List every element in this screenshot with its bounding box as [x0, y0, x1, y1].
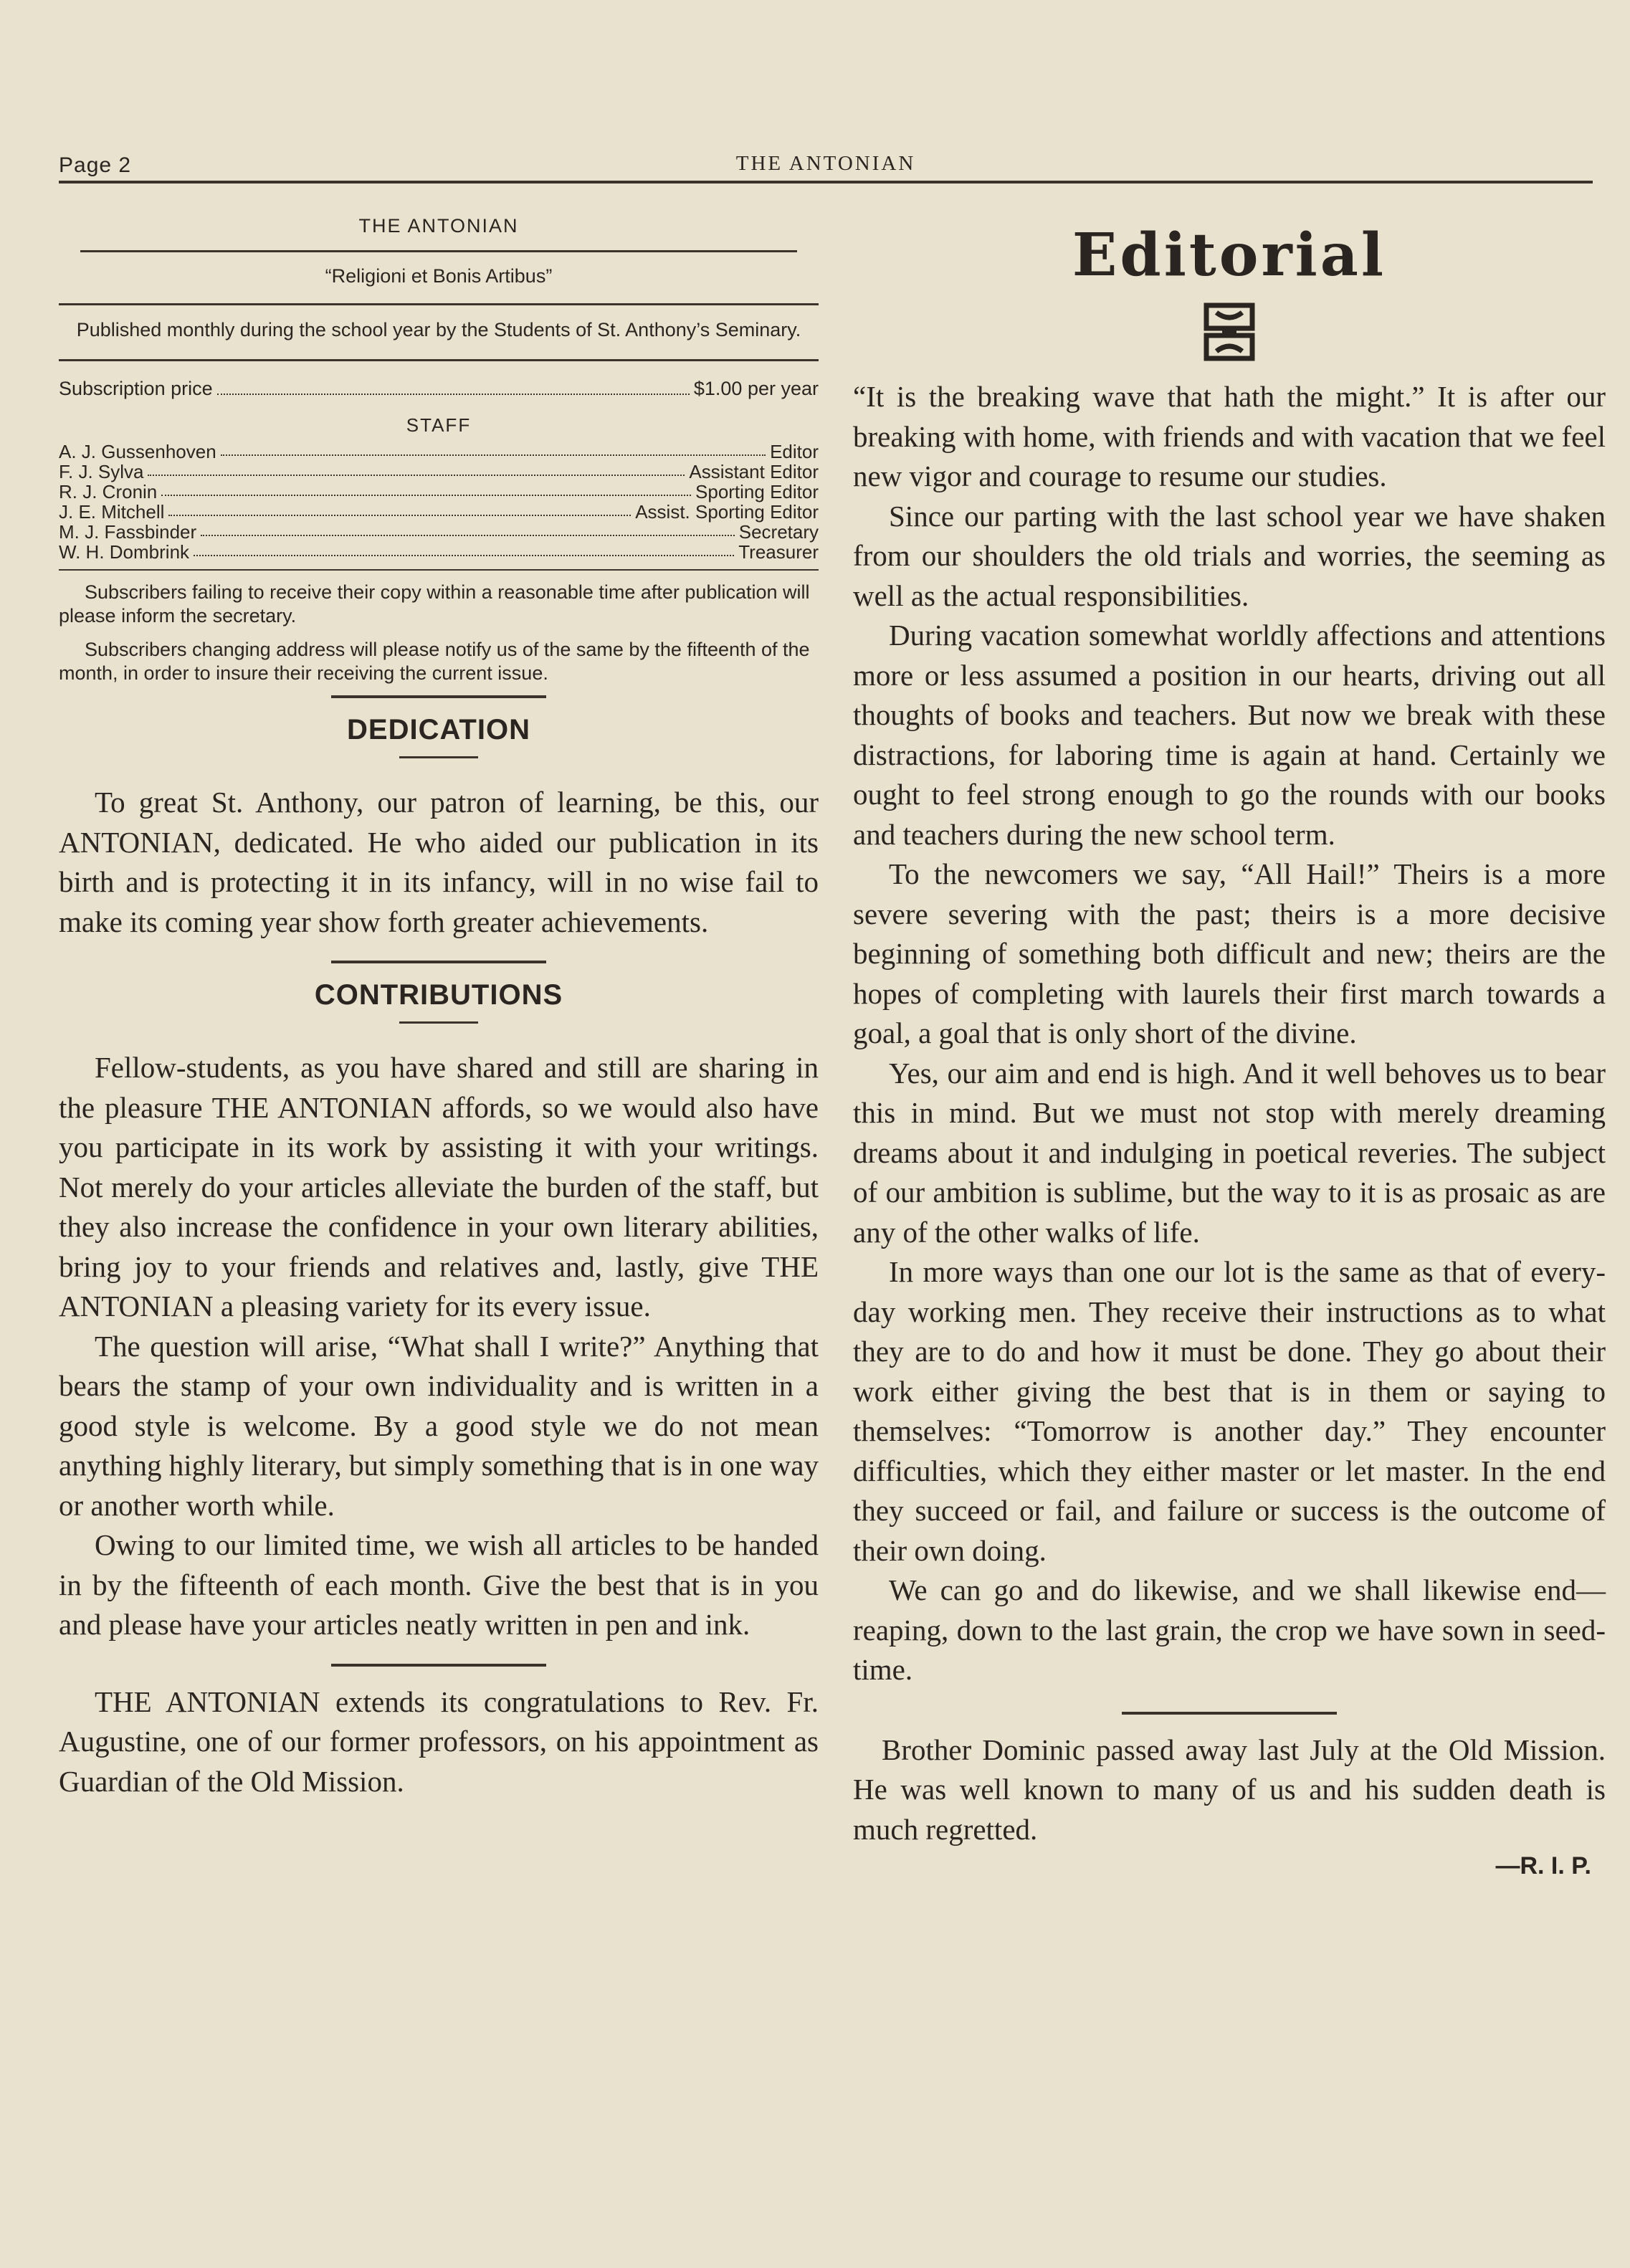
- dotted-leader: [217, 377, 690, 395]
- staff-row: [59, 462, 819, 482]
- divider: [59, 569, 819, 571]
- publication-info: Published monthly during the school year by the Students of St. Anthony’s Seminary.: [76, 319, 801, 340]
- staff-name: W. H. Dombrink: [59, 541, 190, 563]
- staff-name: M. J. Fassbinder: [59, 521, 197, 543]
- dotted-leader: [168, 502, 631, 516]
- heading-underline: [399, 756, 478, 758]
- divider: [59, 359, 819, 361]
- staff-row: [59, 522, 819, 542]
- editorial-text: [853, 377, 1606, 1690]
- staff-name: F. J. Sylva: [59, 461, 144, 482]
- staff-role: Assist. Sporting Editor: [635, 501, 819, 523]
- congratulations-text: [59, 1682, 819, 1802]
- section-rule: [1122, 1712, 1337, 1715]
- obituary-text: [853, 1730, 1606, 1850]
- paragraph: Brother Dominic passed away last July at the Old Mission. He was well known to many of us and his sudden death is much regretted.: [853, 1733, 1606, 1846]
- paragraph: Yes, our aim and end is high. And it well behoves us to bear this in mind. But we must not stop with merely dreaming dreams about it and indulging in poetical reveries. The subject of our ambition is sublime, but the way to it is as prosaic as are any of the other walks of life.: [853, 1056, 1606, 1249]
- paragraph: Fellow-students, as you have shared and still are sharing in the pleasure THE ANTONIAN affords, so we would also have you participate in its work by assisting it with your writings. Not merely do your articles alleviate the burden of the staff, but they also increase the confidence in your own literary abilities, bring joy to your friends and relatives and, lastly, give THE ANTONIAN a pleasing variety for its every issue.: [59, 1051, 819, 1323]
- paragraph: We can go and do likewise, and we shall likewise end—reaping, down to the last grain, the crop we have sown in seed-time.: [853, 1573, 1606, 1686]
- paragraph: In more ways than one our lot is the same as that of every-day working men. They receive their instructions as to what they are to do and how it must be done. They go about their work either giving the best that is in them or saying to themselves: “Tomorrow is another day.” They encounter difficulties, which they either master or let master. In the end they succeed or fail, and failure or success is the outcome of their own doing.: [853, 1255, 1606, 1567]
- page-number: Page 2: [59, 153, 132, 177]
- staff-name: J. E. Mitchell: [59, 501, 165, 523]
- staff-row: [59, 482, 819, 502]
- note-paragraph: Subscribers failing to receive their copy within a reasonable time after publication will please inform the secretary.: [59, 581, 810, 626]
- subscriber-notes: [59, 581, 819, 685]
- staff-role: Sporting Editor: [695, 481, 819, 502]
- paragraph: Owing to our limited time, we wish all articles to be handed in by the fifteenth of each month. Give the best that is in you and please have your articles neatly written in pen and ink.: [59, 1528, 819, 1641]
- dotted-leader: [148, 462, 685, 476]
- staff-role: Secretary: [738, 521, 819, 543]
- dotted-leader: [161, 482, 691, 496]
- paragraph: Since our parting with the last school year we have shaken from our shoulders the old trials and worries, the seeming as well as the actual responsibilities.: [853, 499, 1606, 612]
- page-header: [59, 152, 1593, 184]
- contributions-heading: CONTRIBUTIONS: [314, 979, 563, 1011]
- subscription-line: [59, 377, 819, 401]
- masthead-title: THE ANTONIAN: [358, 215, 519, 237]
- dotted-leader: [194, 542, 734, 556]
- left-column: [59, 215, 819, 1801]
- section-rule: [331, 961, 546, 963]
- paragraph: THE ANTONIAN extends its congratulations to Rev. Fr. Augustine, one of our former professors, on his appointment as Guardian of the Old Mission.: [59, 1685, 819, 1798]
- section-rule: [331, 695, 546, 698]
- divider: [59, 303, 819, 305]
- staff-heading: STAFF: [406, 414, 472, 436]
- obituary-signoff: —R. I. P.: [1495, 1852, 1591, 1879]
- subscription-price: $1.00 per year: [693, 378, 819, 399]
- section-rule: [331, 1664, 546, 1667]
- dedication-heading: DEDICATION: [347, 714, 530, 745]
- staff-name: A. J. Gussenhoven: [59, 441, 216, 462]
- subscription-label: Subscription price: [59, 378, 213, 399]
- paragraph: “It is the breaking wave that hath the might.” It is after our breaking with home, with friends and with vacation that we feel new vigor and courage to resume our studies.: [853, 380, 1606, 492]
- staff-row: [59, 542, 819, 562]
- staff-row: [59, 502, 819, 522]
- right-column: [853, 215, 1606, 1880]
- contributions-text: [59, 1048, 819, 1645]
- masthead-motto: “Religioni et Bonis Artibus”: [325, 265, 553, 287]
- staff-role: Assistant Editor: [689, 461, 819, 482]
- note-paragraph: Subscribers changing address will please notify us of the same by the fifteenth of the month, in order to insure their receiving the current issue.: [59, 639, 810, 684]
- staff-role: Editor: [770, 441, 819, 462]
- dotted-leader: [221, 442, 766, 456]
- paragraph: During vacation somewhat worldly affections and attentions more or less assumed a position in our hearts, driving out all thoughts of books and teachers. But now we break with these distractions, for laboring time is again at hand. Certainly we ought to feel strong enough to go the rounds with our books and teachers during the new school term.: [853, 619, 1606, 851]
- staff-name: R. J. Cronin: [59, 481, 158, 502]
- ornament-icon: [1201, 300, 1258, 364]
- dotted-leader: [201, 522, 735, 536]
- heading-underline: [399, 1021, 478, 1024]
- running-title: THE ANTONIAN: [735, 152, 916, 175]
- paragraph: To great St. Anthony, our patron of learning, be this, our ANTONIAN, dedicated. He who aided our publication in its birth and is protecting it in its infancy, will in no wise fail to make its coming year show forth greater achievements.: [59, 786, 819, 938]
- paragraph: The question will arise, “What shall I write?” Anything that bears the stamp of your own individuality and is written in a good style is welcome. By a good style we do not mean anything highly literary, but simply something that is in one way or another worth while.: [59, 1329, 819, 1522]
- editorial-heading: Editorial: [1072, 221, 1387, 290]
- dedication-text: [59, 783, 819, 942]
- staff-row: [59, 442, 819, 462]
- staff-role: Treasurer: [738, 541, 819, 563]
- divider: [80, 250, 797, 252]
- paragraph: To the newcomers we say, “All Hail!” Theirs is a more severe severing with the past; theirs is a more decisive beginning of something both difficult and new; theirs are the hopes of completing with laurels their first march towards a goal, a goal that is only short of the divine.: [853, 857, 1606, 1049]
- staff-list: [59, 442, 819, 562]
